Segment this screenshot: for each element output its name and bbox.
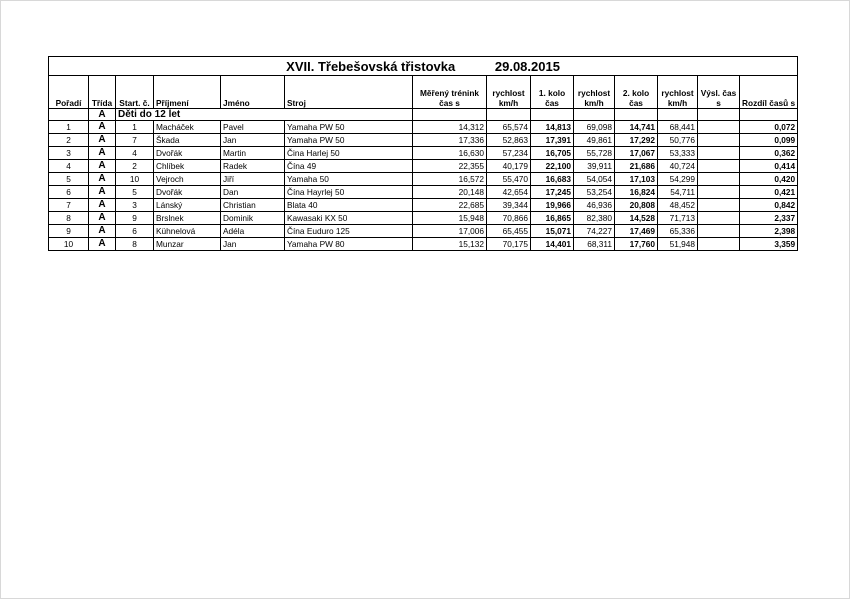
cell-trenink: 17,336 xyxy=(413,134,487,147)
cell-vysl xyxy=(698,173,740,186)
cell-jmeno: Martin xyxy=(221,147,285,160)
cell-trida: A xyxy=(89,186,116,199)
header-jmeno: Jméno xyxy=(221,76,285,109)
cell-vysl xyxy=(698,225,740,238)
cell-start: 1 xyxy=(116,121,154,134)
cell-jmeno: Jan xyxy=(221,134,285,147)
table-row xyxy=(49,134,798,147)
cell-jmeno: Jiří xyxy=(221,173,285,186)
cell-stroj: Blata 40 xyxy=(285,199,413,212)
cell-poradi: 1 xyxy=(49,121,89,134)
cell-prijmeni: Dvořák xyxy=(154,147,221,160)
cell-r2: 53,254 xyxy=(574,186,615,199)
cell-trida: A xyxy=(89,160,116,173)
cell-poradi: 10 xyxy=(49,238,89,251)
cell-rozdil: 2,398 xyxy=(740,225,798,238)
table-row xyxy=(49,121,798,134)
cell-vysl xyxy=(698,238,740,251)
cell-jmeno: Dan xyxy=(221,186,285,199)
results-body xyxy=(49,121,798,251)
header-rozdil: Rozdíl časů s xyxy=(740,76,798,109)
category-empty-cell xyxy=(698,109,740,121)
cell-r1: 52,863 xyxy=(487,134,531,147)
cell-kolo2: 14,741 xyxy=(615,121,658,134)
cell-r1: 70,175 xyxy=(487,238,531,251)
cell-kolo1: 17,245 xyxy=(531,186,574,199)
category-empty-cell xyxy=(413,109,487,121)
header-trenink: Měřený trénink čas s xyxy=(413,76,487,109)
cell-start: 8 xyxy=(116,238,154,251)
cell-r3: 54,299 xyxy=(658,173,698,186)
cell-rozdil: 0,099 xyxy=(740,134,798,147)
cell-r2: 54,054 xyxy=(574,173,615,186)
cell-r3: 51,948 xyxy=(658,238,698,251)
title-row xyxy=(49,57,798,76)
header-rychlost-1: rychlost km/h xyxy=(487,76,531,109)
cell-r1: 39,344 xyxy=(487,199,531,212)
cell-rozdil: 3,359 xyxy=(740,238,798,251)
cell-poradi: 3 xyxy=(49,147,89,160)
cell-trenink: 16,630 xyxy=(413,147,487,160)
cell-r1: 70,866 xyxy=(487,212,531,225)
category-class: A xyxy=(89,109,116,121)
cell-jmeno: Jan xyxy=(221,238,285,251)
cell-rozdil: 2,337 xyxy=(740,212,798,225)
cell-kolo1: 17,391 xyxy=(531,134,574,147)
category-row xyxy=(49,109,798,121)
cell-r1: 65,455 xyxy=(487,225,531,238)
cell-stroj: Yamaha PW 50 xyxy=(285,121,413,134)
cell-kolo1: 16,705 xyxy=(531,147,574,160)
table-row xyxy=(49,147,798,160)
cell-r3: 54,711 xyxy=(658,186,698,199)
cell-rozdil: 0,842 xyxy=(740,199,798,212)
cell-r1: 55,470 xyxy=(487,173,531,186)
cell-trenink: 22,685 xyxy=(413,199,487,212)
cell-r1: 40,179 xyxy=(487,160,531,173)
cell-r2: 69,098 xyxy=(574,121,615,134)
cell-kolo1: 16,865 xyxy=(531,212,574,225)
cell-trida: A xyxy=(89,173,116,186)
header-poradi: Pořadí xyxy=(49,76,89,109)
cell-kolo1: 22,100 xyxy=(531,160,574,173)
cell-prijmeni: Brslnek xyxy=(154,212,221,225)
cell-start: 2 xyxy=(116,160,154,173)
category-empty-cell xyxy=(49,109,89,121)
title-cell xyxy=(49,57,798,76)
cell-kolo2: 17,103 xyxy=(615,173,658,186)
cell-jmeno: Pavel xyxy=(221,121,285,134)
cell-rozdil: 0,421 xyxy=(740,186,798,199)
cell-poradi: 5 xyxy=(49,173,89,186)
cell-kolo2: 16,824 xyxy=(615,186,658,199)
cell-start: 6 xyxy=(116,225,154,238)
table-row xyxy=(49,199,798,212)
cell-r3: 50,776 xyxy=(658,134,698,147)
cell-stroj: Kawasaki KX 50 xyxy=(285,212,413,225)
cell-start: 9 xyxy=(116,212,154,225)
header-vysledny-cas: Výsl. čas s xyxy=(698,76,740,109)
cell-poradi: 2 xyxy=(49,134,89,147)
table-row xyxy=(49,186,798,199)
header-trida: Třída xyxy=(89,76,116,109)
cell-stroj: Čína Euduro 125 xyxy=(285,225,413,238)
cell-poradi: 9 xyxy=(49,225,89,238)
category-empty-cell xyxy=(615,109,658,121)
cell-trida: A xyxy=(89,225,116,238)
cell-trida: A xyxy=(89,134,116,147)
event-title: XVII. Třebešovská třistovka xyxy=(286,58,456,74)
cell-r1: 42,654 xyxy=(487,186,531,199)
cell-kolo1: 14,813 xyxy=(531,121,574,134)
cell-vysl xyxy=(698,147,740,160)
cell-poradi: 4 xyxy=(49,160,89,173)
cell-rozdil: 0,414 xyxy=(740,160,798,173)
cell-prijmeni: Munzar xyxy=(154,238,221,251)
cell-poradi: 7 xyxy=(49,199,89,212)
cell-trida: A xyxy=(89,238,116,251)
cell-vysl xyxy=(698,160,740,173)
cell-kolo2: 14,528 xyxy=(615,212,658,225)
cell-r1: 57,234 xyxy=(487,147,531,160)
cell-poradi: 8 xyxy=(49,212,89,225)
cell-r2: 74,227 xyxy=(574,225,615,238)
category-label: Děti do 12 let xyxy=(116,109,413,121)
cell-kolo1: 19,966 xyxy=(531,199,574,212)
category-empty-cell xyxy=(487,109,531,121)
header-rychlost-3: rychlost km/h xyxy=(658,76,698,109)
cell-start: 5 xyxy=(116,186,154,199)
header-stroj: Stroj xyxy=(285,76,413,109)
header-row xyxy=(49,76,798,109)
cell-start: 4 xyxy=(116,147,154,160)
cell-trenink: 22,355 xyxy=(413,160,487,173)
cell-stroj: Čína 49 xyxy=(285,160,413,173)
cell-prijmeni: Macháček xyxy=(154,121,221,134)
cell-kolo2: 17,292 xyxy=(615,134,658,147)
cell-trida: A xyxy=(89,212,116,225)
cell-vysl xyxy=(698,121,740,134)
cell-trenink: 16,572 xyxy=(413,173,487,186)
cell-start: 3 xyxy=(116,199,154,212)
cell-vysl xyxy=(698,212,740,225)
cell-r3: 53,333 xyxy=(658,147,698,160)
cell-r3: 40,724 xyxy=(658,160,698,173)
header-start: Start. č. xyxy=(116,76,154,109)
cell-prijmeni: Škada xyxy=(154,134,221,147)
cell-prijmeni: Vejroch xyxy=(154,173,221,186)
cell-prijmeni: Dvořák xyxy=(154,186,221,199)
cell-r2: 46,936 xyxy=(574,199,615,212)
cell-r3: 65,336 xyxy=(658,225,698,238)
category-empty-cell xyxy=(574,109,615,121)
category-empty-cell xyxy=(658,109,698,121)
header-prijmeni: Příjmení xyxy=(154,76,221,109)
cell-poradi: 6 xyxy=(49,186,89,199)
cell-r2: 55,728 xyxy=(574,147,615,160)
cell-trida: A xyxy=(89,199,116,212)
cell-r2: 82,380 xyxy=(574,212,615,225)
cell-jmeno: Radek xyxy=(221,160,285,173)
table-row xyxy=(49,225,798,238)
cell-vysl xyxy=(698,134,740,147)
cell-rozdil: 0,362 xyxy=(740,147,798,160)
cell-kolo2: 17,067 xyxy=(615,147,658,160)
cell-r2: 68,311 xyxy=(574,238,615,251)
cell-jmeno: Christian xyxy=(221,199,285,212)
category-empty-cell xyxy=(531,109,574,121)
cell-kolo2: 17,469 xyxy=(615,225,658,238)
cell-kolo2: 20,808 xyxy=(615,199,658,212)
cell-kolo1: 15,071 xyxy=(531,225,574,238)
table-row xyxy=(49,160,798,173)
cell-rozdil: 0,072 xyxy=(740,121,798,134)
cell-trenink: 15,132 xyxy=(413,238,487,251)
cell-trida: A xyxy=(89,147,116,160)
cell-r3: 71,713 xyxy=(658,212,698,225)
cell-r2: 39,911 xyxy=(574,160,615,173)
cell-prijmeni: Lánský xyxy=(154,199,221,212)
cell-prijmeni: Kühnelová xyxy=(154,225,221,238)
event-date: 29.08.2015 xyxy=(494,58,560,74)
cell-kolo1: 14,401 xyxy=(531,238,574,251)
cell-trenink: 20,148 xyxy=(413,186,487,199)
header-kolo-1: 1. kolo čas xyxy=(531,76,574,109)
cell-stroj: Yamaha 50 xyxy=(285,173,413,186)
cell-prijmeni: Chlíbek xyxy=(154,160,221,173)
cell-jmeno: Adéla xyxy=(221,225,285,238)
cell-trida: A xyxy=(89,121,116,134)
cell-kolo1: 16,683 xyxy=(531,173,574,186)
cell-start: 10 xyxy=(116,173,154,186)
cell-trenink: 17,006 xyxy=(413,225,487,238)
table-row xyxy=(49,238,798,251)
cell-r1: 65,574 xyxy=(487,121,531,134)
cell-trenink: 15,948 xyxy=(413,212,487,225)
header-kolo-2: 2. kolo čas xyxy=(615,76,658,109)
cell-vysl xyxy=(698,199,740,212)
cell-vysl xyxy=(698,186,740,199)
cell-jmeno: Dominik xyxy=(221,212,285,225)
cell-stroj: Yamaha PW 50 xyxy=(285,134,413,147)
cell-kolo2: 21,686 xyxy=(615,160,658,173)
cell-r2: 49,861 xyxy=(574,134,615,147)
cell-rozdil: 0,420 xyxy=(740,173,798,186)
cell-stroj: Čina Harlej 50 xyxy=(285,147,413,160)
cell-r3: 68,441 xyxy=(658,121,698,134)
header-rychlost-2: rychlost km/h xyxy=(574,76,615,109)
results-sheet xyxy=(48,56,797,251)
results-table xyxy=(48,56,798,251)
cell-stroj: Yamaha PW 80 xyxy=(285,238,413,251)
table-row xyxy=(49,173,798,186)
cell-stroj: Čína Hayrlej 50 xyxy=(285,186,413,199)
category-empty-cell xyxy=(740,109,798,121)
cell-kolo2: 17,760 xyxy=(615,238,658,251)
cell-trenink: 14,312 xyxy=(413,121,487,134)
cell-start: 7 xyxy=(116,134,154,147)
cell-r3: 48,452 xyxy=(658,199,698,212)
table-row xyxy=(49,212,798,225)
